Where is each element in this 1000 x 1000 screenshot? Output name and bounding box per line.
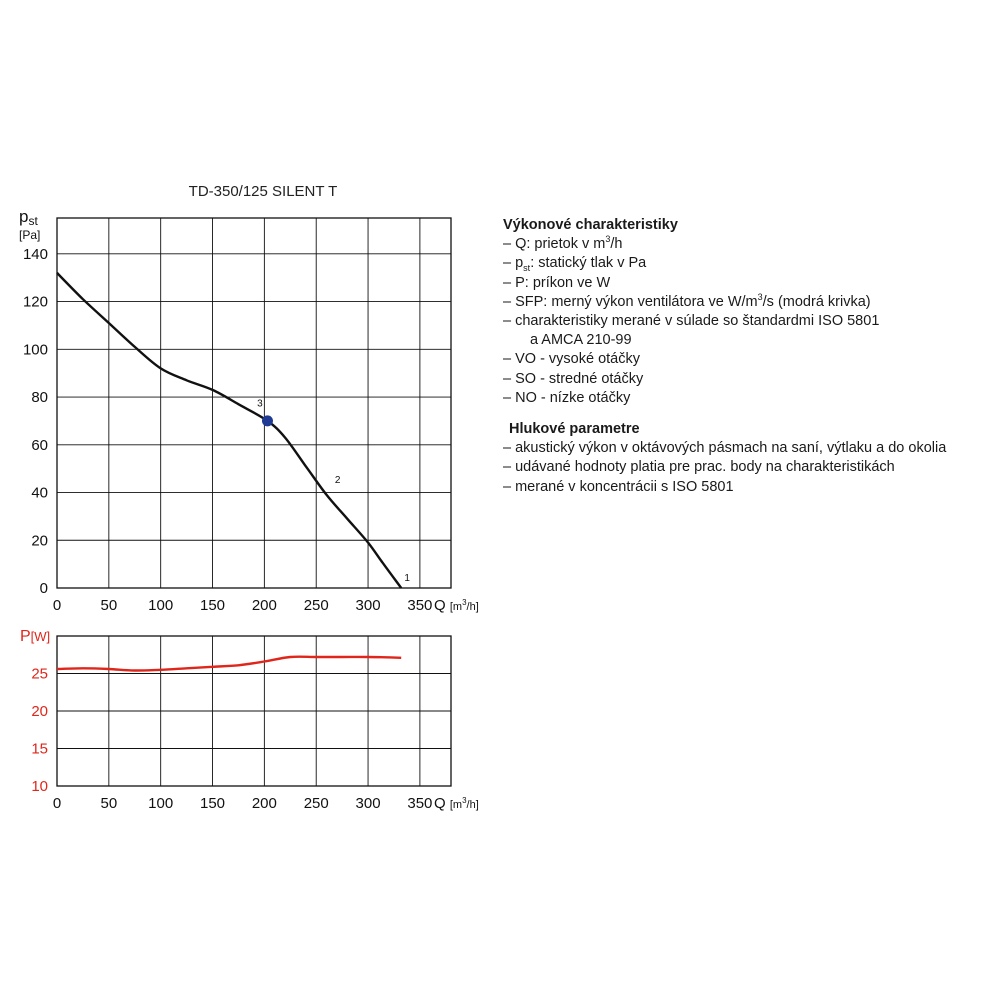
point-label: 1 bbox=[404, 572, 410, 584]
legend-panel bbox=[503, 216, 993, 497]
y-tick-label: 20 bbox=[31, 532, 48, 550]
x-tick-label: 200 bbox=[251, 597, 277, 614]
legend-item: – $p_{st}$: statický tlak v Pa bbox=[503, 255, 647, 274]
performance-title: Výkonové charakteristiky bbox=[503, 217, 678, 233]
x-tick-label: 300 bbox=[355, 597, 381, 614]
plot-frame bbox=[57, 218, 451, 588]
noise-item: – udávané hodnoty platia pre prac. body na charakteristikách bbox=[503, 459, 895, 476]
y-axis-unit: [Pa] bbox=[19, 228, 41, 242]
legend-item: – Q: prietok v $m^3/h$ bbox=[503, 234, 623, 253]
noise-item: – akustický výkon v oktávových pásmach na saní, výtlaku a do okolia bbox=[503, 440, 947, 457]
x-tick-label: 50 bbox=[100, 597, 118, 614]
x-tick-label: 350 bbox=[407, 597, 433, 614]
y-tick-label: 140 bbox=[22, 245, 48, 263]
legend-item: a AMCA 210-99 bbox=[530, 332, 632, 349]
legend-item: – NO - nízke otáčky bbox=[503, 389, 631, 406]
point-label: 2 bbox=[334, 474, 341, 486]
x-tick-label: 100 bbox=[148, 597, 174, 614]
x-tick-label: 250 bbox=[303, 795, 329, 812]
operating-point bbox=[262, 415, 273, 426]
y-tick-label: 15 bbox=[31, 740, 48, 758]
chart-title: TD-350/125 SILENT T bbox=[188, 183, 338, 200]
y-tick-label: 25 bbox=[31, 665, 48, 683]
x-axis-label: Q [$m^3_{/h]}$ bbox=[434, 795, 479, 812]
y-tick-label: 0 bbox=[39, 580, 48, 597]
pressure-chart bbox=[19, 183, 479, 614]
y-tick-label: 60 bbox=[31, 436, 48, 454]
y-tick-label: 20 bbox=[31, 703, 48, 720]
y-tick-label: 40 bbox=[31, 484, 48, 502]
x-axis-label: Q [$m^3_{/h]}$ bbox=[434, 597, 479, 614]
x-tick-label: 150 bbox=[200, 795, 226, 812]
y-axis-label: pst bbox=[19, 207, 38, 228]
y-tick-label: 80 bbox=[31, 389, 48, 407]
legend-item: – P: príkon ve W bbox=[503, 274, 611, 291]
point-label: 3 bbox=[257, 398, 263, 410]
noise-items bbox=[503, 439, 993, 497]
x-tick-label: 50 bbox=[100, 795, 118, 812]
y-tick-label: 120 bbox=[22, 293, 48, 311]
y-tick-label: 10 bbox=[31, 778, 48, 795]
x-tick-label: 350 bbox=[407, 795, 433, 812]
x-tick-label: 300 bbox=[355, 795, 381, 812]
legend-item: – VO - vysoké otáčky bbox=[503, 351, 640, 368]
y-tick-label: 100 bbox=[22, 341, 48, 359]
legend-item: – charakteristiky merané v súlade so štandardmi ISO 5801 bbox=[503, 313, 880, 330]
legend-item: – SO - stredné otáčky bbox=[503, 370, 644, 387]
performance-items bbox=[503, 235, 993, 408]
x-tick-label: 0 bbox=[52, 795, 62, 812]
x-tick-label: 200 bbox=[251, 795, 277, 812]
legend-item: – SFP: merný výkon ventilátora ve $W/m^3/s$ (modrá krivka) bbox=[503, 291, 871, 310]
noise-item: – merané v koncentrácii s ISO 5801 bbox=[503, 478, 734, 495]
x-tick-label: 250 bbox=[303, 597, 329, 614]
x-tick-label: 150 bbox=[200, 597, 226, 614]
x-tick-label: 100 bbox=[148, 795, 174, 812]
x-tick-label: 0 bbox=[52, 597, 62, 614]
power-chart bbox=[20, 628, 479, 812]
y-axis-label: P[W] bbox=[20, 628, 51, 645]
noise-title: Hlukové parametre bbox=[509, 421, 640, 438]
